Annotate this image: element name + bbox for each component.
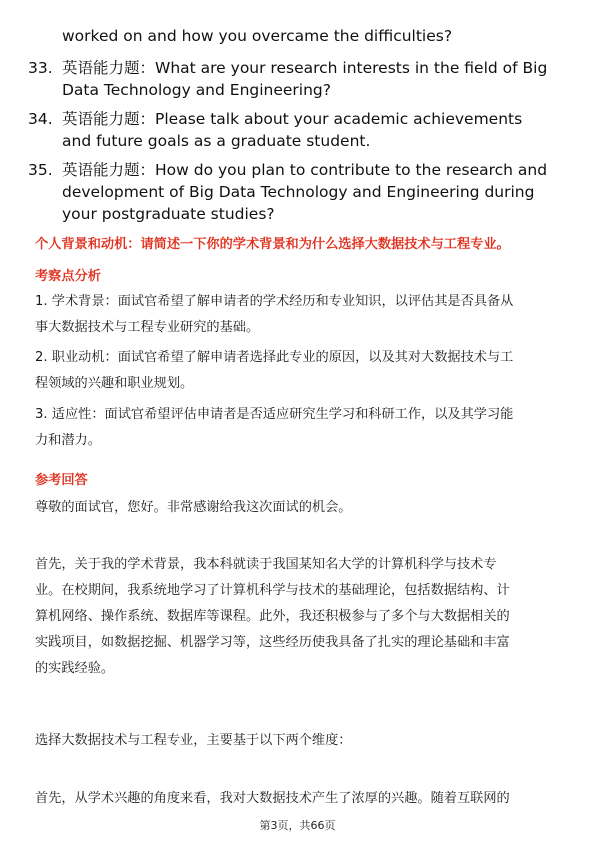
answer-paragraph-4 <box>35 786 565 812</box>
question-line: 英语能力题：What are your research interests in the field of Big <box>62 59 548 77</box>
answer-line: 尊敬的面试官，您好。非常感谢给我这次面试的机会。 <box>35 500 352 515</box>
analysis-line: 事大数据技术与工程专业研究的基础。 <box>35 320 260 335</box>
question-line: your postgraduate studies? <box>62 205 275 223</box>
answer-line: 选择大数据技术与工程专业，主要基于以下两个维度： <box>35 733 352 748</box>
answer-line: 首先，从学术兴趣的角度来看，我对大数据技术产生了浓厚的兴趣。随着互联网的 <box>35 791 510 806</box>
question-number: 35. <box>28 161 53 179</box>
question-number: 33. <box>28 59 53 77</box>
analysis-line: 3. 适应性：面试官希望评估申请者是否适应研究生学习和科研工作，以及其学习能 <box>35 407 514 422</box>
answer-paragraph-3 <box>35 728 565 754</box>
page-number-footer: 第3页，共66页 <box>259 819 336 832</box>
answer-line: 算机网络、操作系统、数据库等课程。此外，我还积极参与了多个与大数据相关的 <box>35 609 510 624</box>
analysis-point-2 <box>35 345 565 397</box>
question-line: 英语能力题：How do you plan to contribute to the research and <box>62 161 548 179</box>
question-line: Data Technology and Engineering? <box>62 81 332 99</box>
answer-line: 业。在校期间，我系统地学习了计算机科学与技术的基础理论，包括数据结构、计 <box>35 583 510 598</box>
question-line: development of Big Data Technology and Engineering during <box>62 183 535 201</box>
question-33 <box>28 57 568 101</box>
analysis-line: 程领域的兴趣和职业规划。 <box>35 376 194 391</box>
question-line: and future goals as a graduate student. <box>62 132 371 150</box>
analysis-heading: 考察点分析 <box>35 269 101 284</box>
continued-question-text: worked on and how you overcame the difficulties? <box>62 27 453 45</box>
answer-line: 实践项目，如数据挖掘、机器学习等，这些经历使我具备了扎实的理论基础和丰富 <box>35 635 510 650</box>
question-number: 34. <box>28 110 53 128</box>
section-title: 个人背景和动机：请简述一下你的学术背景和为什么选择大数据技术与工程专业。 <box>35 237 510 252</box>
answer-paragraph-1 <box>35 495 565 521</box>
analysis-point-3 <box>35 402 565 454</box>
analysis-point-1 <box>35 289 565 341</box>
analysis-line: 力和潜力。 <box>35 433 101 448</box>
answer-paragraph-2 <box>35 552 565 682</box>
question-line: 英语能力题：Please talk about your academic achievements <box>62 110 523 128</box>
question-35 <box>28 159 568 225</box>
analysis-line: 2. 职业动机：面试官希望了解申请者选择此专业的原因，以及其对大数据技术与工 <box>35 350 514 365</box>
answer-line: 首先，关于我的学术背景，我本科就读于我国某知名大学的计算机科学与技术专 <box>35 557 497 572</box>
question-34 <box>28 108 568 152</box>
answer-line: 的实践经验。 <box>35 661 115 676</box>
analysis-line: 1. 学术背景：面试官希望了解申请者的学术经历和专业知识，以评估其是否具备从 <box>35 294 514 309</box>
answer-heading: 参考回答 <box>35 473 88 488</box>
